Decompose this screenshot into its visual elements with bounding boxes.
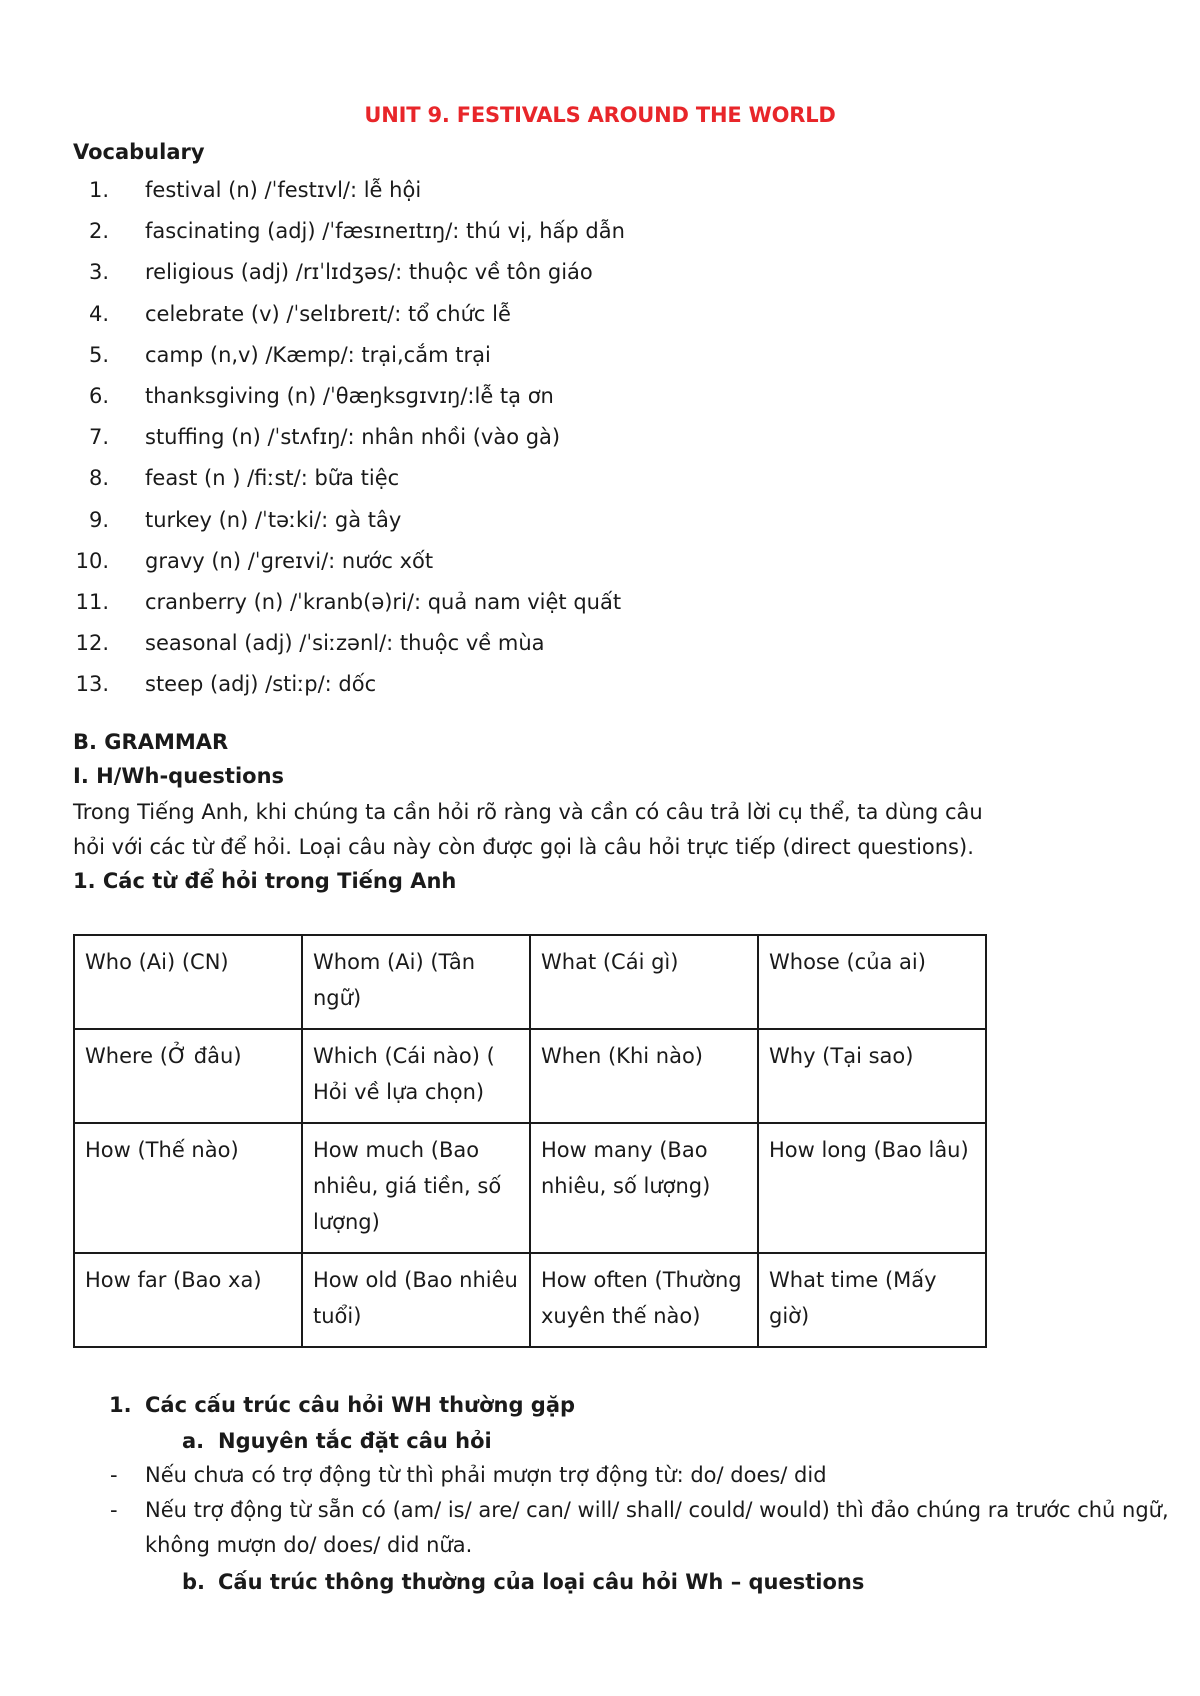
table-cell: How (Thế nào) (74, 1123, 302, 1253)
rule-a-label: a. (182, 1429, 205, 1453)
table-cell: How many (Bao nhiêu, số lượng) (530, 1123, 758, 1253)
intro-paragraph-line-2: hỏi với các từ để hỏi. Loại câu này còn được gọi là câu hỏi trực tiếp (direct questions). (73, 835, 974, 859)
vocab-item-text: seasonal (adj) /ˈsiːzənl/: thuộc về mùa (145, 631, 545, 656)
question-words-heading: 1. Các từ để hỏi trong Tiếng Anh (73, 869, 457, 893)
vocab-item-text: steep (adj) /stiːp/: dốc (145, 672, 377, 697)
table-cell: Which (Cái nào) ( Hỏi về lựa chọn) (302, 1029, 530, 1123)
vocab-item-number: 6. (88, 383, 109, 408)
vocab-item-text: cranberry (n) /ˈkranb(ə)ri/: quả nam việt quất (145, 589, 622, 614)
rule-b-label: b. (182, 1570, 206, 1594)
page-title: UNIT 9. FESTIVALS AROUND THE WORLD (364, 103, 836, 127)
vocabulary-heading: Vocabulary (73, 140, 205, 164)
vocab-item-number: 11. (75, 589, 109, 614)
table-cell: Whom (Ai) (Tân ngữ) (302, 935, 530, 1029)
table-row (74, 935, 986, 1029)
table-cell: Who (Ai) (CN) (74, 935, 302, 1029)
wh-questions-heading: I. H/Wh-questions (73, 764, 285, 788)
table-cell: How far (Bao xa) (74, 1253, 302, 1347)
vocab-item-text: religious (adj) /rɪˈlɪdʒəs/: thuộc về tôn giáo (145, 260, 593, 285)
table-row (74, 1253, 986, 1347)
vocab-item-text: turkey (n) /ˈtəːki/: gà tây (145, 507, 402, 532)
table-cell: How long (Bao lâu) (758, 1123, 986, 1253)
vocab-item-number: 10. (75, 548, 109, 573)
intro-paragraph-line-1: Trong Tiếng Anh, khi chúng ta cần hỏi rõ ràng và cần có câu trả lời cụ thể, ta dùng câu (73, 800, 983, 824)
question-words-table (73, 934, 987, 1348)
table-cell: How old (Bao nhiêu tuổi) (302, 1253, 530, 1347)
structures-number: 1. (109, 1393, 132, 1417)
vocab-item-number: 13. (75, 672, 109, 697)
table-cell: Where (Ở đâu) (74, 1029, 302, 1123)
vocab-item-number: 7. (88, 425, 109, 450)
rule-b-heading: Cấu trúc thông thường của loại câu hỏi Wh – questions (218, 1570, 865, 1594)
vocab-item-text: stuffing (n) /ˈstʌfɪŋ/: nhân nhồi (vào gà) (145, 425, 561, 450)
table-cell: How often (Thường xuyên thế nào) (530, 1253, 758, 1347)
vocab-item-number: 8. (88, 466, 109, 491)
vocab-item-text: fascinating (adj) /ˈfæsɪneɪtɪŋ/: thú vị, hấp dẫn (145, 219, 625, 244)
vocab-item-number: 12. (75, 631, 109, 656)
rule-a-heading: Nguyên tắc đặt câu hỏi (218, 1429, 492, 1453)
table-cell: Whose (của ai) (758, 935, 986, 1029)
vocab-item-text: gravy (n) /ˈɡreɪvi/: nước xốt (145, 548, 434, 573)
vocab-item-number: 9. (88, 507, 109, 532)
structures-heading: Các cấu trúc câu hỏi WH thường gặp (145, 1393, 576, 1417)
table-cell: How much (Bao nhiêu, giá tiền, số lượng) (302, 1123, 530, 1253)
vocab-item-text: camp (n,v) /Kæmp/: trại,cắm trại (145, 342, 491, 367)
vocab-item-text: feast (n ) /fiːst/: bữa tiệc (145, 466, 400, 491)
vocab-item-text: thanksgiving (n) /ˈθæŋksɡɪvɪŋ/:lễ tạ ơn (145, 383, 554, 408)
vocab-item-number: 1. (88, 178, 109, 202)
bullet-2-text-line-1: Nếu trợ động từ sẵn có (am/ is/ are/ can/ will/ shall/ could/ would) thì đảo chúng ra trước chủ ngữ, (145, 1498, 1169, 1522)
vocab-item-number: 2. (88, 219, 109, 244)
bullet-dash: - (110, 1498, 118, 1522)
bullet-2-text-line-2: không mượn do/ does/ did nữa. (145, 1533, 473, 1557)
table-cell: What time (Mấy giờ) (758, 1253, 986, 1347)
vocab-item-number: 5. (88, 342, 109, 367)
vocab-item-number: 4. (88, 301, 109, 326)
table-cell: What (Cái gì) (530, 935, 758, 1029)
grammar-heading: B. GRAMMAR (73, 730, 229, 754)
table-row (74, 1123, 986, 1253)
vocab-item-text: celebrate (v) /ˈselɪbreɪt/: tổ chức lễ (145, 301, 511, 326)
table-cell: Why (Tại sao) (758, 1029, 986, 1123)
table-cell: When (Khi nào) (530, 1029, 758, 1123)
bullet-1-text: Nếu chưa có trợ động từ thì phải mượn trợ động từ: do/ does/ did (145, 1463, 827, 1487)
vocab-item-number: 3. (88, 260, 109, 285)
vocab-item-text: festival (n) /ˈfestɪvl/: lễ hội (145, 178, 422, 202)
bullet-dash: - (110, 1463, 118, 1487)
table-row (74, 1029, 986, 1123)
